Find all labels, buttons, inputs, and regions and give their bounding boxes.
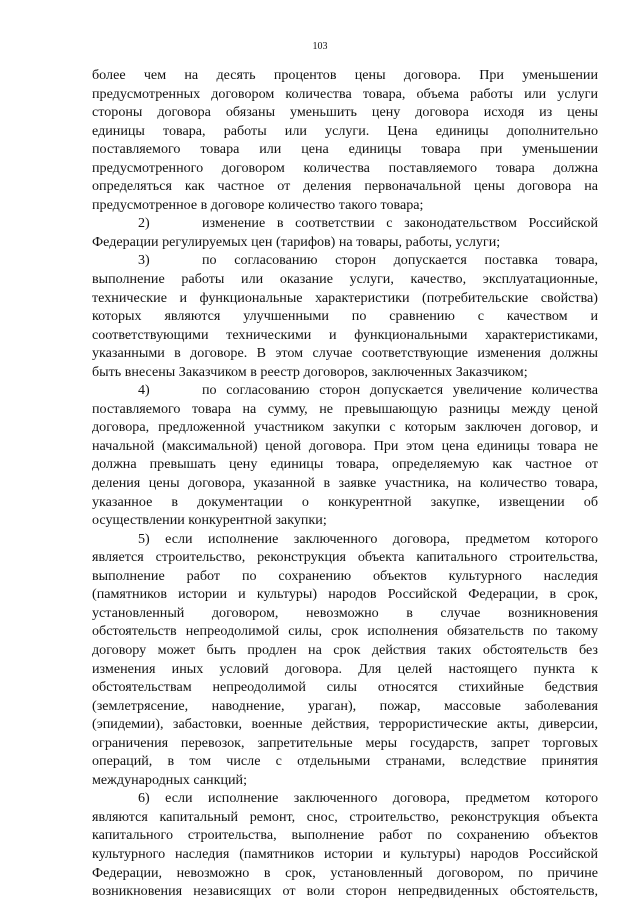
text-line: капитального строительства, выполнение работ по сохранению объектов <box>92 827 598 844</box>
list-item-4-first-line <box>92 381 598 400</box>
text-line: стороны договора обязаны уменьшить цену договора исходя из цены <box>92 104 598 121</box>
text-line: поставляемого товара на сумму, не превышающую разницы между ценой <box>92 400 598 417</box>
list-item-number: 2) <box>138 215 150 232</box>
text-line: обстоятельствам непреодолимой силы относятся стихийные бедствия <box>92 679 598 696</box>
list-item-5-first-line: 5) если исполнение заключенного договора, предметом которого <box>138 530 598 547</box>
list-item-6-first-line: 6) если исполнение заключенного договора, предметом которого <box>138 790 598 807</box>
text-line: по согласованию сторон допускается поставка товара, <box>202 252 598 269</box>
text-line: должна превышать цену единицы товара, определяемую как частное от <box>92 456 598 473</box>
text-line: которых являются улучшенными по сравнению с качеством и <box>92 308 598 325</box>
text-line: обстоятельств непреодолимой силы, срок исполнения обязательств по такому <box>92 623 598 640</box>
text-line: изменения иных условий договора. Для целей настоящего пункта к <box>92 660 598 677</box>
text-line: соответствующими техническими и функциональными характеристиками, <box>92 326 598 343</box>
text-line: выполнение работ по сохранению объектов культурного наследия <box>92 567 598 584</box>
document-body <box>92 66 598 901</box>
text-line: единицы товара, работы или услуги. Цена единицы дополнительно <box>92 122 598 139</box>
text-line: указанное в документации о конкурентной закупке, извещении об <box>92 493 598 510</box>
page-number: 103 <box>312 41 328 52</box>
text-line: предусмотренное в договоре количество такого товара; <box>92 196 424 213</box>
text-line: более чем на десять процентов цены договора. При уменьшении <box>92 67 598 83</box>
text-line: договора, предложенной участником закупки с которым заключен договор, и <box>92 419 598 436</box>
list-item-2-first-line <box>92 214 598 233</box>
list-item-number: 4) <box>138 382 150 399</box>
text-line: возникновения независящих от воли сторон непредвиденных обстоятельств, <box>92 883 598 900</box>
text-line: Федерации, невозможно в срок, установленный договором, по причине <box>92 864 598 881</box>
text-line: указанными в договоре. В этом случае соответствующие изменения должны <box>92 345 598 362</box>
text-line: установленный договором, невозможно в случае возникновения <box>92 604 598 621</box>
text-line: быть внесены Заказчиком в реестр договоров, заключенных Заказчиком; <box>92 363 528 380</box>
text-line: (эпидемии), забастовки, военные действия, террористические акты, диверсии, <box>92 716 598 733</box>
text-line: предусмотренных договором количества товара, объема работы или услуги <box>92 85 598 102</box>
text-line: осуществлении конкурентной закупки; <box>92 512 327 529</box>
text-line: является строительство, реконструкция объекта капитального строительства, <box>92 549 598 566</box>
text-line: (землетрясение, наводнение, ураган), пожар, массовые заболевания <box>92 697 598 714</box>
text-line: международных санкций; <box>92 771 247 788</box>
text-line: ограничения перевозок, запретительные меры государств, запрет торговых <box>92 734 598 751</box>
text-line: культурного наследия (памятников истории и культуры) народов Российской <box>92 845 598 862</box>
list-item-number: 3) <box>138 252 150 269</box>
text-line: по согласованию сторон допускается увеличение количества <box>202 382 598 399</box>
text-line: Федерации регулируемых цен (тарифов) на товары, работы, услуги; <box>92 233 501 250</box>
text-line: начальной (максимальной) ценой договора. При этом цена единицы товара не <box>92 437 598 454</box>
text-line: выполнение работы или оказание услуги, качество, эксплуатационные, <box>92 271 598 288</box>
list-item-3-first-line <box>92 251 598 270</box>
text-line: деления цены договора, указанной в заявке участника, на количество товара, <box>92 475 598 492</box>
text-line: являются капитальный ремонт, снос, строительство, реконструкция объекта <box>92 808 598 825</box>
text-line: операций, в том числе с отдельными странами, вследствие принятия <box>92 753 598 770</box>
text-line: предусмотренного договором количества поставляемого товара должна <box>92 159 598 176</box>
text-line: изменение в соответствии с законодательством Российской <box>202 215 598 232</box>
text-line: определяться как частное от деления первоначальной цены договора на <box>92 178 598 195</box>
text-line: технические и функциональные характеристики (потребительские свойства) <box>92 289 598 306</box>
text-line: договору может быть продлен на срок действия таких обстоятельств без <box>92 641 598 658</box>
text-line: (памятников истории и культуры) народов Российской Федерации, в срок, <box>92 586 598 603</box>
text-line: поставляемого товара или цена единицы товара при уменьшении <box>92 141 598 158</box>
